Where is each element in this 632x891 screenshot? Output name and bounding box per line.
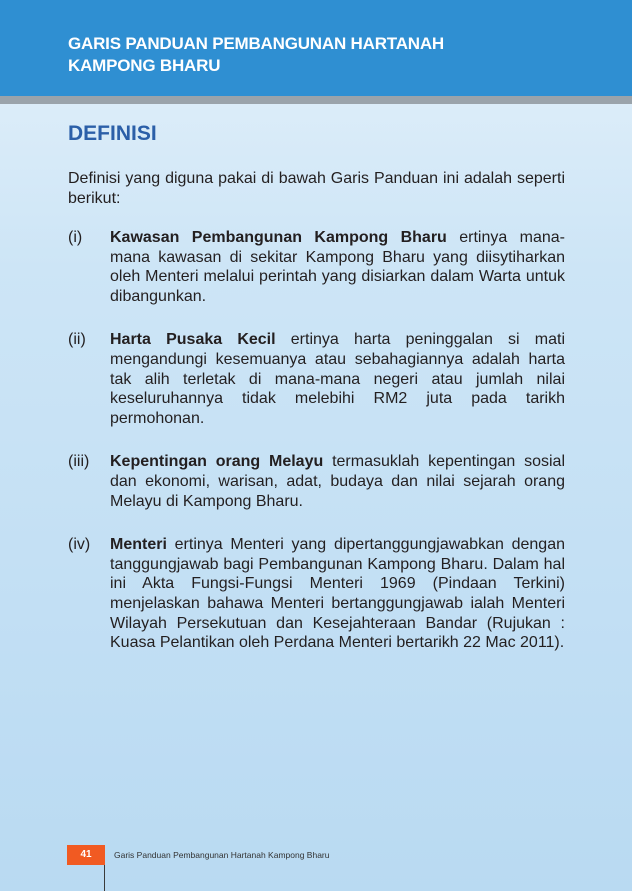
definition-body xyxy=(110,330,565,428)
definition-body xyxy=(110,452,565,511)
definition-marker: (ii) xyxy=(68,331,86,349)
header-divider xyxy=(0,96,632,104)
definition-term: Kawasan Pembangunan Kampong Bharu xyxy=(110,229,447,246)
definition-term: Kepentingan orang Melayu xyxy=(110,453,324,471)
definition-marker: (i) xyxy=(68,229,83,246)
definition-text: termasuklah kepentingan sosial dan ekonomi, warisan, adat, budaya dan nilai sejarah orang Melayu di Kampong Bharu. xyxy=(110,453,565,510)
definition-text: ertinya harta peninggalan si mati mengandungi kesemuanya atau sebahagiannya adalah harta tak alih terletak di mana-mana negeri atau jumlah nilai keseluruhannya tidak melebihi RM2 juta pada tarikh permohonan. xyxy=(110,331,566,427)
page-number-badge: 41 xyxy=(67,845,105,865)
intro-paragraph: Definisi yang diguna pakai di bawah Garis Panduan ini adalah seperti berikut: xyxy=(68,170,565,207)
definition-item xyxy=(68,330,565,428)
definition-item xyxy=(68,452,565,511)
document-title-line-2: KAMPONG BHARU xyxy=(68,56,221,75)
definition-term: Menteri xyxy=(110,536,167,554)
definition-item xyxy=(68,535,565,653)
document-title-line-1: GARIS PANDUAN PEMBANGUNAN HARTANAH xyxy=(68,34,445,53)
definition-marker: (iii) xyxy=(68,453,90,471)
definition-term: Harta Pusaka Kecil xyxy=(110,331,276,349)
definition-body xyxy=(110,228,565,306)
definition-text: ertinya mana-mana kawasan di sekitar Kampong Bharu yang diisytiharkan oleh Menteri melalui perintah yang disiarkan dalam Warta untuk dibangunkan. xyxy=(110,229,566,305)
page-header xyxy=(0,0,632,96)
section-heading: DEFINISI xyxy=(68,122,157,145)
definition-marker: (iv) xyxy=(68,536,91,554)
definition-list xyxy=(68,228,565,677)
definition-text: ertinya Menteri yang dipertanggungjawabkan dengan tanggungjawab bagi Pembangunan Kampong Bharu. Dalam hal ini Akta Fungsi-Fungsi Menteri 1969 (Pindaan Terkini) menjelaskan bahawa Menteri bertanggungjawab ialah Menteri Wilayah Persekutuan dan Kesejahteraan Bandar (Rujukan : Kuasa Pelantikan oleh Perdana Menteri bertarikh 22 Mac 2011). xyxy=(110,536,565,652)
document-title xyxy=(68,33,444,77)
definition-body xyxy=(110,535,565,653)
definition-item xyxy=(68,228,565,306)
footer-running-title: Garis Panduan Pembangunan Hartanah Kampong Bharu xyxy=(114,850,330,860)
